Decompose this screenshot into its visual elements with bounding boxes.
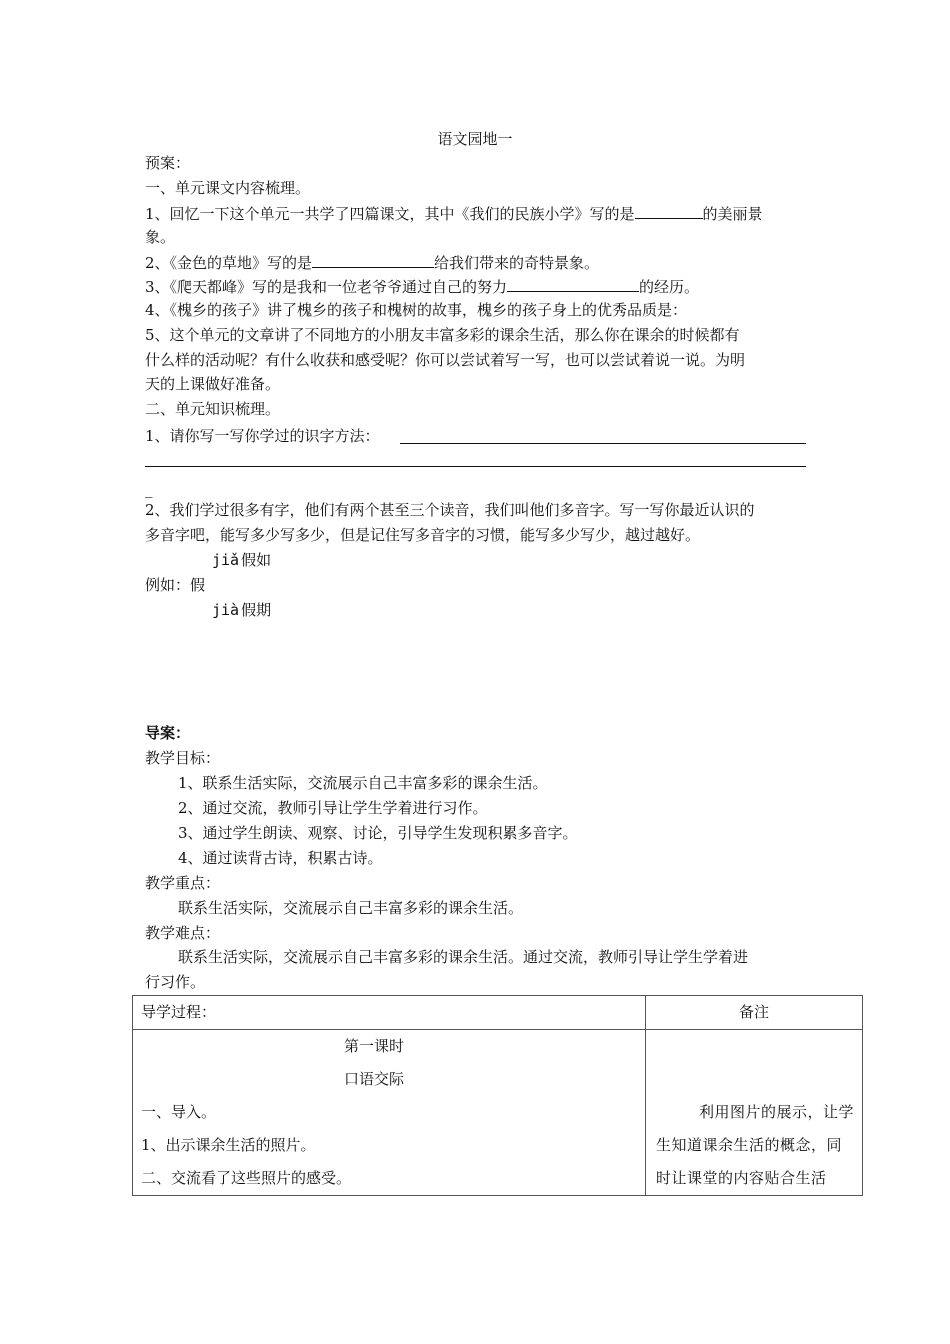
example-word: 假期 — [241, 601, 272, 619]
section-1-heading: 一、单元课文内容梳理。 — [145, 179, 311, 197]
answer-line[interactable] — [400, 443, 806, 444]
pinyin-label: jià — [212, 601, 240, 619]
guide-process-table — [132, 995, 863, 1196]
note-line: 时让课堂的内容贴合生活 — [656, 1169, 827, 1187]
notes-cell — [646, 1030, 863, 1196]
question-5-line-2: 什么样的活动呢？有什么收获和感受呢？你可以尝试着写一写，也可以尝试着说一说。为明 — [145, 351, 746, 369]
header-process-label: 导学过程： — [141, 1003, 217, 1021]
question-1-text-end: 的美丽景 — [702, 205, 763, 223]
note-line: 利用图片的展示，让学 — [698, 1103, 854, 1121]
answer-blank[interactable] — [635, 202, 703, 219]
question-1 — [145, 202, 810, 225]
difficulty-label: 教学难点： — [145, 924, 221, 942]
question-2 — [145, 251, 810, 274]
question-5-line-1: 5、这个单元的文章讲了不同地方的小朋友丰富多彩的课余生活，那么你在课余的时候都有 — [145, 326, 740, 344]
table-header-notes — [646, 996, 863, 1030]
difficulty-text-line-1: 联系生活实际，交流展示自己丰富多彩的课余生活。通过交流，教师引导让学生学着进 — [178, 948, 749, 966]
knowledge-2-line-1: 2、我们学过很多有字，他们有两个甚至三个读音，我们叫他们多音字。写一写你最近认识的 — [145, 501, 755, 519]
process-step: 1、出示课余生活的照片。 — [141, 1136, 316, 1154]
goal-item: 4、通过读背古诗，积累古诗。 — [178, 849, 383, 867]
difficulty-text-line-2: 行习作。 — [145, 973, 206, 991]
example-word: 假如 — [241, 551, 272, 569]
knowledge-2-line-2: 多音字吧，能写多少写多少，但是记住写多音字的习惯，能写多少写少，越过越好。 — [145, 526, 701, 544]
question-3-text-end: 的经历。 — [639, 278, 700, 296]
question-2-text-end: 给我们带来的奇特景象。 — [434, 254, 600, 272]
guide-heading: 导案： — [145, 724, 191, 742]
question-5-line-3: 天的上课做好准备。 — [145, 375, 281, 393]
answer-blank[interactable] — [312, 251, 434, 268]
key-point-label: 教学重点： — [145, 874, 221, 892]
key-point-text: 联系生活实际，交流展示自己丰富多彩的课余生活。 — [178, 899, 524, 917]
header-notes-label: 备注 — [739, 1003, 770, 1021]
pinyin-label: jiǎ — [212, 551, 240, 569]
page-title: 语文园地一 — [437, 130, 513, 148]
example-label: 例如：假 — [145, 576, 206, 594]
process-cell — [133, 1030, 646, 1196]
knowledge-1-tail: _ — [145, 480, 153, 498]
question-4: 4、《槐乡的孩子》讲了槐乡的孩子和槐树的故事，槐乡的孩子身上的优秀品质是： — [145, 301, 688, 319]
answer-line[interactable] — [145, 466, 806, 467]
section-2-heading: 二、单元知识梳理。 — [145, 400, 281, 418]
goal-item: 2、通过交流，教师引导让学生学着进行习作。 — [178, 799, 488, 817]
goals-label: 教学目标： — [145, 749, 221, 767]
process-step: 一、导入。 — [141, 1103, 217, 1121]
question-1-continued: 象。 — [145, 228, 176, 246]
question-1-text: 1、回忆一下这个单元一共学了四篇课文，其中《我们的民族小学》写的是 — [145, 205, 635, 223]
prep-heading: 预案： — [145, 154, 191, 172]
answer-blank[interactable] — [507, 275, 639, 292]
question-3 — [145, 275, 810, 298]
question-2-text: 2、《金色的草地》写的是 — [145, 254, 313, 272]
table-row — [133, 1030, 863, 1196]
table-header-process — [133, 996, 646, 1030]
example-reading-1 — [212, 549, 271, 571]
table-header-row — [133, 996, 863, 1030]
note-line: 生知道课余生活的概念，同 — [656, 1136, 843, 1154]
lesson-title: 第一课时 — [344, 1037, 405, 1055]
question-3-text: 3、《爬天都峰》写的是我和一位老爷爷通过自己的努力 — [145, 278, 508, 296]
notes-content — [646, 1030, 862, 1195]
knowledge-1-text: 1、请你写一写你学过的识字方法： — [145, 427, 380, 445]
lesson-topic: 口语交际 — [344, 1070, 405, 1088]
process-step: 二、交流看了这些照片的感受。 — [141, 1169, 352, 1187]
goal-item: 1、联系生活实际，交流展示自己丰富多彩的课余生活。 — [178, 774, 548, 792]
goal-item: 3、通过学生朗读、观察、讨论，引导学生发现积累多音字。 — [178, 824, 578, 842]
example-reading-2 — [212, 599, 271, 621]
